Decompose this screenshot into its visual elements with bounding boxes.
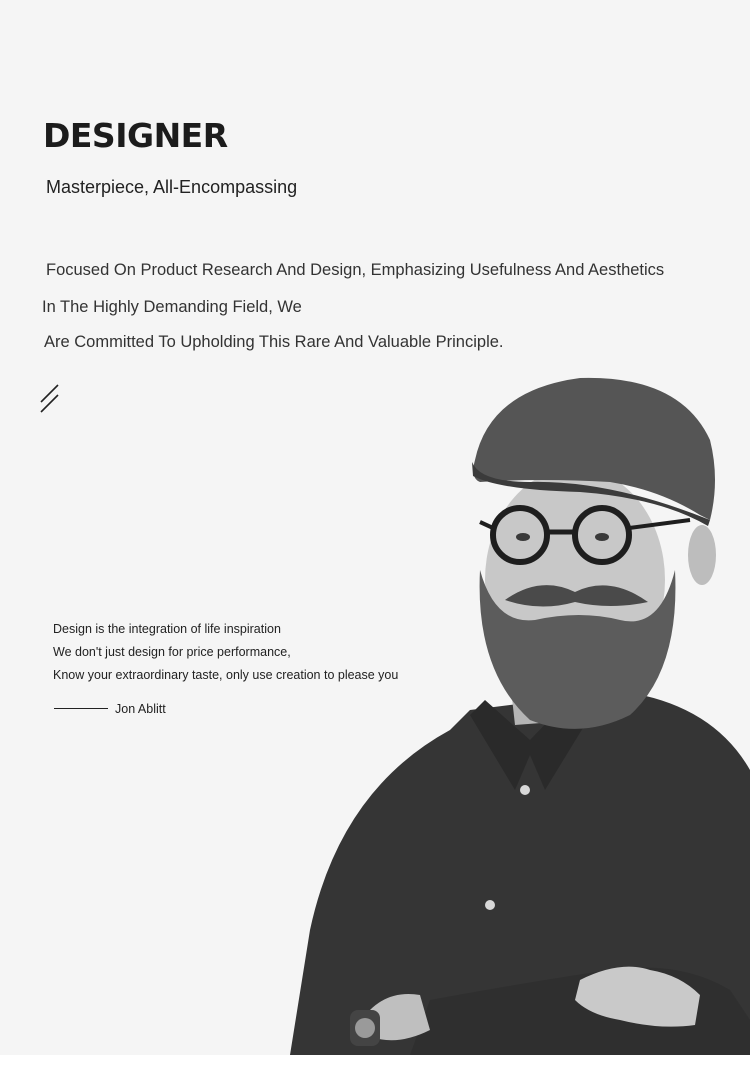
attribution-rule [54, 708, 108, 709]
quote-author: Jon Ablitt [115, 702, 166, 716]
quote-line: Know your extraordinary taste, only use creation to please you [53, 668, 399, 682]
quote-line: We don't just design for price performance, [53, 645, 291, 659]
page-title: DESIGNER [43, 116, 228, 155]
quote-line: Design is the integration of life inspiration [53, 622, 281, 636]
intro-line: Are Committed To Upholding This Rare And Valuable Principle. [44, 333, 504, 351]
designer-portrait [280, 370, 750, 1055]
page-subtitle: Masterpiece, All-Encompassing [46, 177, 298, 197]
intro-line: Focused On Product Research And Design, Emphasizing Usefulness And Aesthetics [46, 261, 665, 279]
intro-line: In The Highly Demanding Field, We [42, 298, 302, 316]
double-slash-icon [39, 383, 61, 415]
